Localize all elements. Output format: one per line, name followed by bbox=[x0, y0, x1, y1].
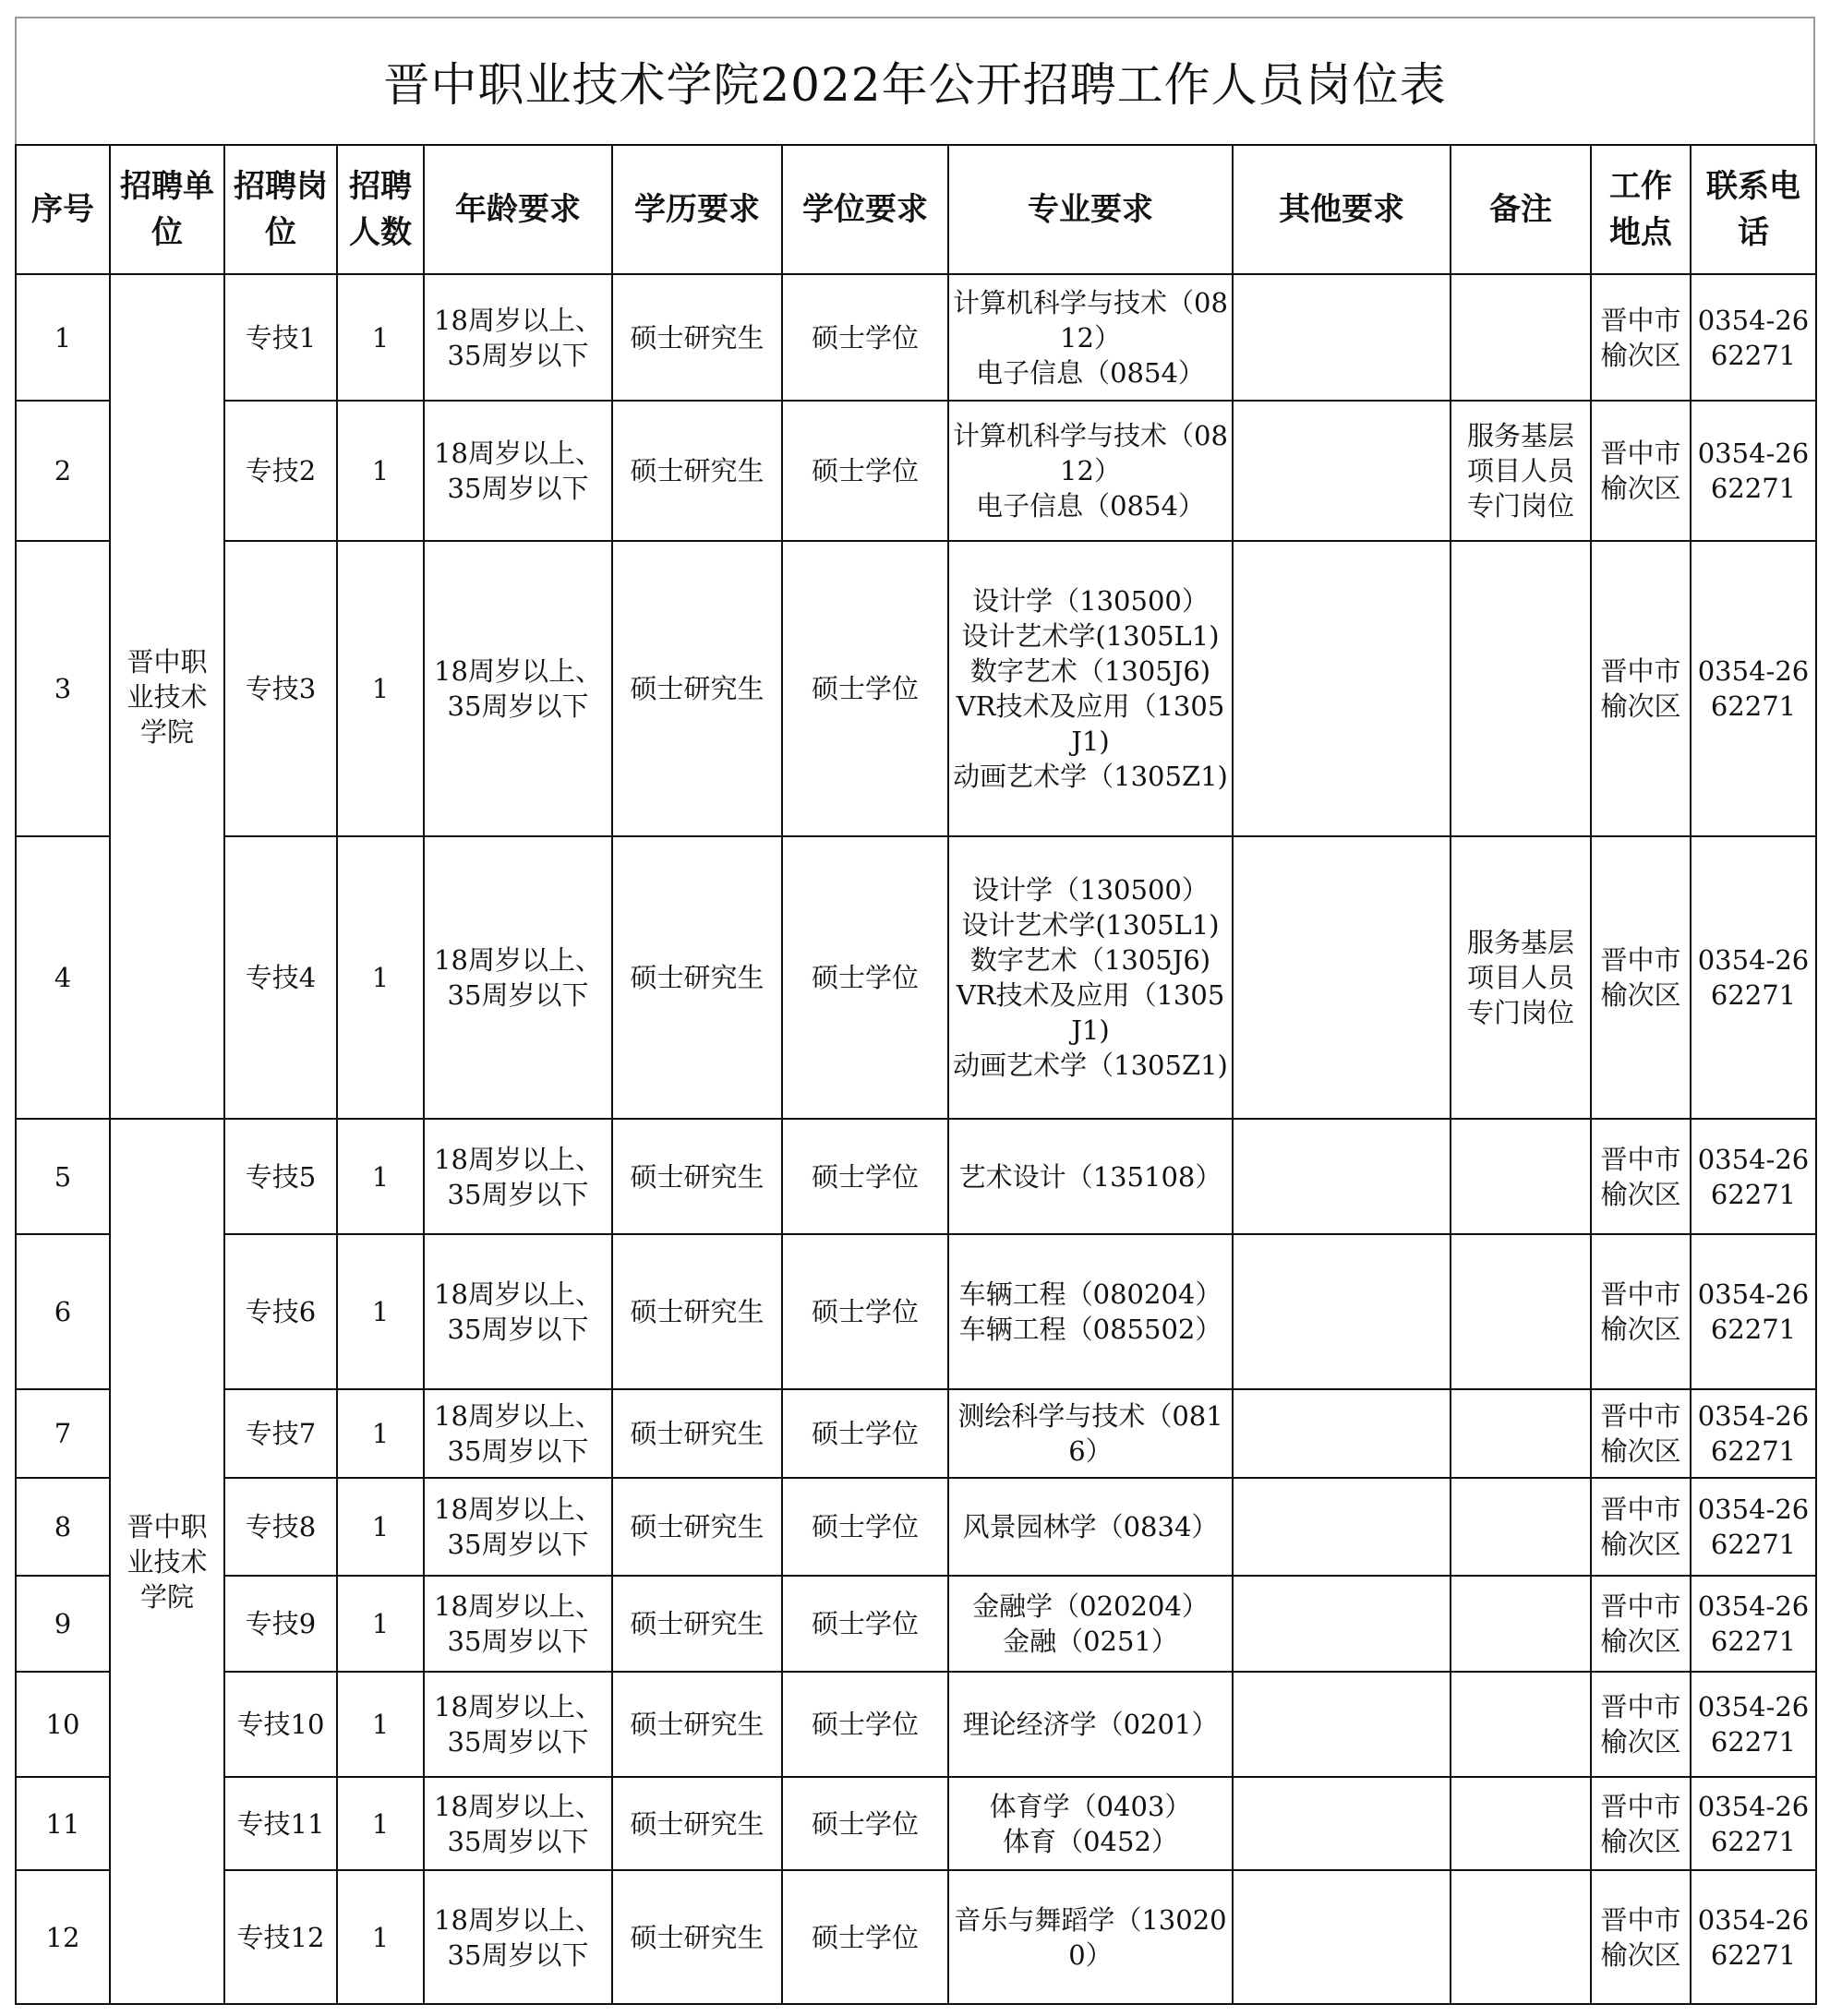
cell-major: 设计学（130500） 设计艺术学(1305L1) 数字艺术（1305J6) VR技术及应用（1305J1) 动画艺术学（1305Z1) bbox=[948, 541, 1233, 836]
cell-phone: 0354-2662271 bbox=[1691, 274, 1816, 401]
cell-seq: 10 bbox=[16, 1672, 110, 1777]
cell-location: 晋中市榆次区 bbox=[1591, 274, 1691, 401]
cell-degree: 硕士学位 bbox=[782, 1389, 948, 1478]
cell-major: 艺术设计（135108） bbox=[948, 1119, 1233, 1234]
table-row bbox=[16, 1389, 1816, 1478]
header-row bbox=[16, 145, 1816, 274]
cell-age: 18周岁以上、35周岁以下 bbox=[424, 541, 612, 836]
cell-edu: 硕士研究生 bbox=[612, 1576, 782, 1672]
table-row bbox=[16, 836, 1816, 1119]
cell-other bbox=[1233, 401, 1451, 541]
cell-post: 专技8 bbox=[224, 1478, 337, 1576]
table-row bbox=[16, 541, 1816, 836]
cell-post: 专技1 bbox=[224, 274, 337, 401]
page-title: 晋中职业技术学院2022年公开招聘工作人员岗位表 bbox=[383, 58, 1447, 112]
cell-degree: 硕士学位 bbox=[782, 1777, 948, 1870]
cell-post: 专技4 bbox=[224, 836, 337, 1119]
cell-age: 18周岁以上、35周岁以下 bbox=[424, 1777, 612, 1870]
cell-edu: 硕士研究生 bbox=[612, 1672, 782, 1777]
cell-seq: 4 bbox=[16, 836, 110, 1119]
cell-phone: 0354-2662271 bbox=[1691, 1777, 1816, 1870]
cell-location: 晋中市榆次区 bbox=[1591, 1870, 1691, 2004]
recruitment-table bbox=[15, 144, 1817, 2005]
cell-phone: 0354-2662271 bbox=[1691, 1870, 1816, 2004]
cell-major: 金融学（020204） 金融（0251） bbox=[948, 1576, 1233, 1672]
cell-age: 18周岁以上、35周岁以下 bbox=[424, 1119, 612, 1234]
header-post: 招聘岗位 bbox=[224, 145, 337, 274]
cell-phone: 0354-2662271 bbox=[1691, 1576, 1816, 1672]
cell-major: 计算机科学与技术（0812） 电子信息（0854） bbox=[948, 274, 1233, 401]
cell-major: 车辆工程（080204） 车辆工程（085502） bbox=[948, 1234, 1233, 1389]
cell-post: 专技7 bbox=[224, 1389, 337, 1478]
cell-note bbox=[1451, 1672, 1591, 1777]
header-other: 其他要求 bbox=[1233, 145, 1451, 274]
cell-post: 专技2 bbox=[224, 401, 337, 541]
cell-count: 1 bbox=[337, 1870, 424, 2004]
cell-location: 晋中市榆次区 bbox=[1591, 1119, 1691, 1234]
cell-edu: 硕士研究生 bbox=[612, 274, 782, 401]
cell-other bbox=[1233, 1870, 1451, 2004]
cell-other bbox=[1233, 1576, 1451, 1672]
cell-note: 服务基层项目人员专门岗位 bbox=[1451, 836, 1591, 1119]
cell-phone: 0354-2662271 bbox=[1691, 1478, 1816, 1576]
cell-count: 1 bbox=[337, 1234, 424, 1389]
cell-post: 专技5 bbox=[224, 1119, 337, 1234]
cell-note bbox=[1451, 1870, 1591, 2004]
cell-seq: 12 bbox=[16, 1870, 110, 2004]
cell-age: 18周岁以上、35周岁以下 bbox=[424, 1870, 612, 2004]
cell-other bbox=[1233, 1777, 1451, 1870]
header-age: 年龄要求 bbox=[424, 145, 612, 274]
cell-count: 1 bbox=[337, 401, 424, 541]
cell-age: 18周岁以上、35周岁以下 bbox=[424, 1234, 612, 1389]
cell-major: 测绘科学与技术（0816） bbox=[948, 1389, 1233, 1478]
cell-other bbox=[1233, 836, 1451, 1119]
cell-other bbox=[1233, 1672, 1451, 1777]
cell-count: 1 bbox=[337, 836, 424, 1119]
cell-phone: 0354-2662271 bbox=[1691, 401, 1816, 541]
header-location: 工作地点 bbox=[1591, 145, 1691, 274]
cell-degree: 硕士学位 bbox=[782, 836, 948, 1119]
table-row bbox=[16, 1870, 1816, 2004]
cell-degree: 硕士学位 bbox=[782, 541, 948, 836]
cell-age: 18周岁以上、35周岁以下 bbox=[424, 274, 612, 401]
header-edu: 学历要求 bbox=[612, 145, 782, 274]
cell-edu: 硕士研究生 bbox=[612, 1119, 782, 1234]
cell-seq: 11 bbox=[16, 1777, 110, 1870]
cell-phone: 0354-2662271 bbox=[1691, 541, 1816, 836]
cell-age: 18周岁以上、35周岁以下 bbox=[424, 836, 612, 1119]
cell-note bbox=[1451, 1478, 1591, 1576]
cell-degree: 硕士学位 bbox=[782, 274, 948, 401]
cell-count: 1 bbox=[337, 1478, 424, 1576]
cell-location: 晋中市榆次区 bbox=[1591, 1576, 1691, 1672]
cell-major: 风景园林学（0834） bbox=[948, 1478, 1233, 1576]
cell-note bbox=[1451, 1119, 1591, 1234]
cell-location: 晋中市榆次区 bbox=[1591, 1672, 1691, 1777]
cell-edu: 硕士研究生 bbox=[612, 541, 782, 836]
header-count: 招聘人数 bbox=[337, 145, 424, 274]
cell-phone: 0354-2662271 bbox=[1691, 1119, 1816, 1234]
cell-note bbox=[1451, 1777, 1591, 1870]
cell-count: 1 bbox=[337, 1119, 424, 1234]
cell-age: 18周岁以上、35周岁以下 bbox=[424, 1672, 612, 1777]
cell-major: 体育学（0403） 体育（0452） bbox=[948, 1777, 1233, 1870]
cell-edu: 硕士研究生 bbox=[612, 836, 782, 1119]
cell-count: 1 bbox=[337, 274, 424, 401]
cell-post: 专技11 bbox=[224, 1777, 337, 1870]
cell-age: 18周岁以上、35周岁以下 bbox=[424, 1389, 612, 1478]
cell-note bbox=[1451, 1389, 1591, 1478]
cell-post: 专技10 bbox=[224, 1672, 337, 1777]
table-row bbox=[16, 1234, 1816, 1389]
cell-seq: 2 bbox=[16, 401, 110, 541]
cell-seq: 5 bbox=[16, 1119, 110, 1234]
table-row bbox=[16, 274, 1816, 401]
cell-note bbox=[1451, 274, 1591, 401]
cell-count: 1 bbox=[337, 1389, 424, 1478]
table-row bbox=[16, 1672, 1816, 1777]
cell-edu: 硕士研究生 bbox=[612, 401, 782, 541]
cell-note bbox=[1451, 1576, 1591, 1672]
cell-degree: 硕士学位 bbox=[782, 1234, 948, 1389]
cell-major: 设计学（130500） 设计艺术学(1305L1) 数字艺术（1305J6) VR技术及应用（1305J1) 动画艺术学（1305Z1) bbox=[948, 836, 1233, 1119]
cell-phone: 0354-2662271 bbox=[1691, 1234, 1816, 1389]
header-note: 备注 bbox=[1451, 145, 1591, 274]
cell-other bbox=[1233, 1389, 1451, 1478]
cell-note bbox=[1451, 1234, 1591, 1389]
cell-degree: 硕士学位 bbox=[782, 1576, 948, 1672]
cell-phone: 0354-2662271 bbox=[1691, 1672, 1816, 1777]
cell-location: 晋中市榆次区 bbox=[1591, 1777, 1691, 1870]
title-box bbox=[15, 17, 1815, 144]
table-row bbox=[16, 1576, 1816, 1672]
cell-unit: 晋中职业技术学院 bbox=[110, 274, 224, 1119]
header-degree: 学位要求 bbox=[782, 145, 948, 274]
cell-seq: 9 bbox=[16, 1576, 110, 1672]
cell-degree: 硕士学位 bbox=[782, 401, 948, 541]
table-row bbox=[16, 1777, 1816, 1870]
cell-degree: 硕士学位 bbox=[782, 1870, 948, 2004]
cell-post: 专技9 bbox=[224, 1576, 337, 1672]
cell-location: 晋中市榆次区 bbox=[1591, 401, 1691, 541]
cell-degree: 硕士学位 bbox=[782, 1478, 948, 1576]
cell-post: 专技12 bbox=[224, 1870, 337, 2004]
cell-seq: 6 bbox=[16, 1234, 110, 1389]
cell-edu: 硕士研究生 bbox=[612, 1777, 782, 1870]
cell-edu: 硕士研究生 bbox=[612, 1389, 782, 1478]
header-unit: 招聘单位 bbox=[110, 145, 224, 274]
header-major: 专业要求 bbox=[948, 145, 1233, 274]
cell-age: 18周岁以上、35周岁以下 bbox=[424, 401, 612, 541]
cell-location: 晋中市榆次区 bbox=[1591, 1389, 1691, 1478]
cell-count: 1 bbox=[337, 1672, 424, 1777]
table-row bbox=[16, 1119, 1816, 1234]
cell-degree: 硕士学位 bbox=[782, 1672, 948, 1777]
cell-location: 晋中市榆次区 bbox=[1591, 541, 1691, 836]
cell-age: 18周岁以上、35周岁以下 bbox=[424, 1576, 612, 1672]
header-seq: 序号 bbox=[16, 145, 110, 274]
cell-phone: 0354-2662271 bbox=[1691, 1389, 1816, 1478]
cell-seq: 8 bbox=[16, 1478, 110, 1576]
cell-other bbox=[1233, 541, 1451, 836]
cell-location: 晋中市榆次区 bbox=[1591, 836, 1691, 1119]
cell-note bbox=[1451, 541, 1591, 836]
cell-major: 计算机科学与技术（0812） 电子信息（0854） bbox=[948, 401, 1233, 541]
cell-count: 1 bbox=[337, 1576, 424, 1672]
cell-other bbox=[1233, 1234, 1451, 1389]
cell-phone: 0354-2662271 bbox=[1691, 836, 1816, 1119]
cell-seq: 1 bbox=[16, 274, 110, 401]
cell-edu: 硕士研究生 bbox=[612, 1478, 782, 1576]
cell-seq: 3 bbox=[16, 541, 110, 836]
cell-post: 专技3 bbox=[224, 541, 337, 836]
cell-edu: 硕士研究生 bbox=[612, 1234, 782, 1389]
cell-location: 晋中市榆次区 bbox=[1591, 1234, 1691, 1389]
cell-unit: 晋中职业技术学院 bbox=[110, 1119, 224, 2004]
cell-post: 专技6 bbox=[224, 1234, 337, 1389]
table-row bbox=[16, 1478, 1816, 1576]
cell-seq: 7 bbox=[16, 1389, 110, 1478]
cell-degree: 硕士学位 bbox=[782, 1119, 948, 1234]
cell-note: 服务基层项目人员专门岗位 bbox=[1451, 401, 1591, 541]
cell-location: 晋中市榆次区 bbox=[1591, 1478, 1691, 1576]
cell-other bbox=[1233, 1478, 1451, 1576]
cell-count: 1 bbox=[337, 1777, 424, 1870]
cell-age: 18周岁以上、35周岁以下 bbox=[424, 1478, 612, 1576]
cell-major: 理论经济学（0201） bbox=[948, 1672, 1233, 1777]
cell-other bbox=[1233, 274, 1451, 401]
cell-edu: 硕士研究生 bbox=[612, 1870, 782, 2004]
cell-major: 音乐与舞蹈学（130200） bbox=[948, 1870, 1233, 2004]
cell-other bbox=[1233, 1119, 1451, 1234]
header-phone: 联系电话 bbox=[1691, 145, 1816, 274]
table-row bbox=[16, 401, 1816, 541]
cell-count: 1 bbox=[337, 541, 424, 836]
